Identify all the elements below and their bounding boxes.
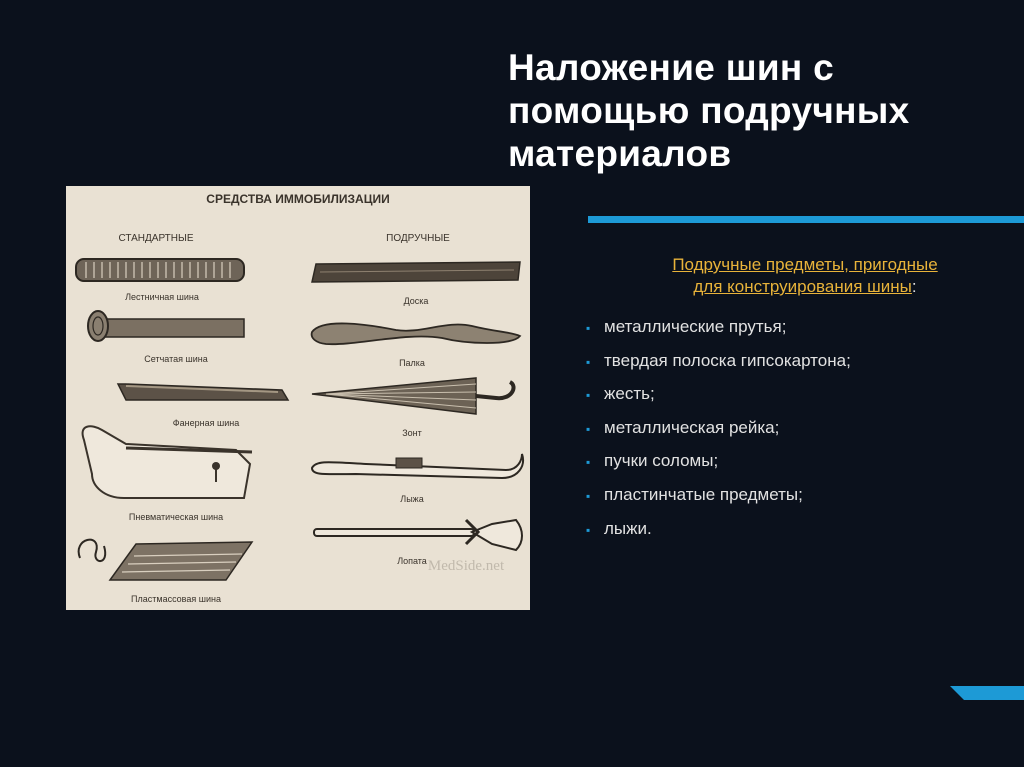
bullet-icon: ▪ bbox=[586, 321, 591, 335]
caption-ladder-splint: Лестничная шина bbox=[125, 292, 199, 302]
subtitle-line-2: для конструирования шины bbox=[693, 277, 912, 296]
umbrella-drawing bbox=[312, 378, 514, 414]
caption-plastic-splint: Пластмассовая шина bbox=[131, 594, 221, 604]
caption-umbrella: Зонт bbox=[402, 428, 422, 438]
immobilization-illustration bbox=[66, 186, 530, 610]
ski-drawing bbox=[312, 454, 523, 478]
bullet-icon: ▪ bbox=[586, 421, 591, 436]
bullet-list bbox=[584, 316, 851, 551]
list-item: ▪ лыжи. bbox=[584, 518, 851, 552]
immobilization-figure bbox=[66, 186, 530, 610]
stick-drawing bbox=[312, 323, 520, 344]
plastic-splint-drawing bbox=[79, 540, 252, 580]
watermark: MedSide.net bbox=[427, 558, 505, 574]
right-column-heading: ПОДРУЧНЫЕ bbox=[386, 233, 450, 244]
bullet-icon: ▪ bbox=[586, 522, 591, 537]
pneumatic-splint-drawing bbox=[83, 426, 252, 498]
list-item: ▪ металлические прутья; bbox=[584, 316, 851, 350]
caption-board: Доска bbox=[403, 296, 429, 306]
plywood-splint-drawing bbox=[118, 384, 288, 400]
ladder-splint-drawing bbox=[76, 259, 244, 281]
list-item: ▪ пластинчатые предметы; bbox=[584, 484, 851, 518]
caption-ski: Лыжа bbox=[400, 494, 424, 504]
subtitle-colon: : bbox=[911, 277, 917, 296]
slide-title: Наложение шин с помощью подручных материалов bbox=[508, 47, 910, 174]
subtitle bbox=[600, 254, 1010, 298]
caption-shovel: Лопата bbox=[397, 556, 427, 566]
accent-bar bbox=[588, 216, 1024, 223]
mesh-splint-drawing bbox=[88, 311, 244, 341]
list-item: ▪ жесть; bbox=[584, 383, 851, 417]
caption-pneumatic-splint: Пневматическая шина bbox=[128, 512, 224, 522]
bullet-icon: ▪ bbox=[586, 488, 591, 503]
figure-heading: СРЕДСТВА ИММОБИЛИЗАЦИИ bbox=[206, 192, 390, 206]
bullet-icon: ▪ bbox=[586, 354, 591, 369]
board-drawing bbox=[312, 262, 520, 282]
caption-plywood-splint: Фанерная шина bbox=[172, 418, 240, 428]
caption-stick: Палка bbox=[399, 358, 425, 368]
left-column-heading: СТАНДАРТНЫЕ bbox=[118, 233, 194, 244]
caption-mesh-splint: Сетчатая шина bbox=[144, 354, 208, 364]
list-item: ▪ металлическая рейка; bbox=[584, 417, 851, 451]
accent-bar-bottom bbox=[950, 686, 1024, 700]
bullet-icon: ▪ bbox=[586, 455, 591, 470]
list-item: ▪ пучки соломы; bbox=[584, 450, 851, 484]
list-item: ▪ твердая полоска гипсокартона; bbox=[584, 350, 851, 384]
shovel-drawing bbox=[314, 520, 522, 550]
subtitle-line-1: Подручные предметы, пригодные bbox=[672, 255, 938, 274]
bullet-icon: ▪ bbox=[586, 388, 591, 403]
